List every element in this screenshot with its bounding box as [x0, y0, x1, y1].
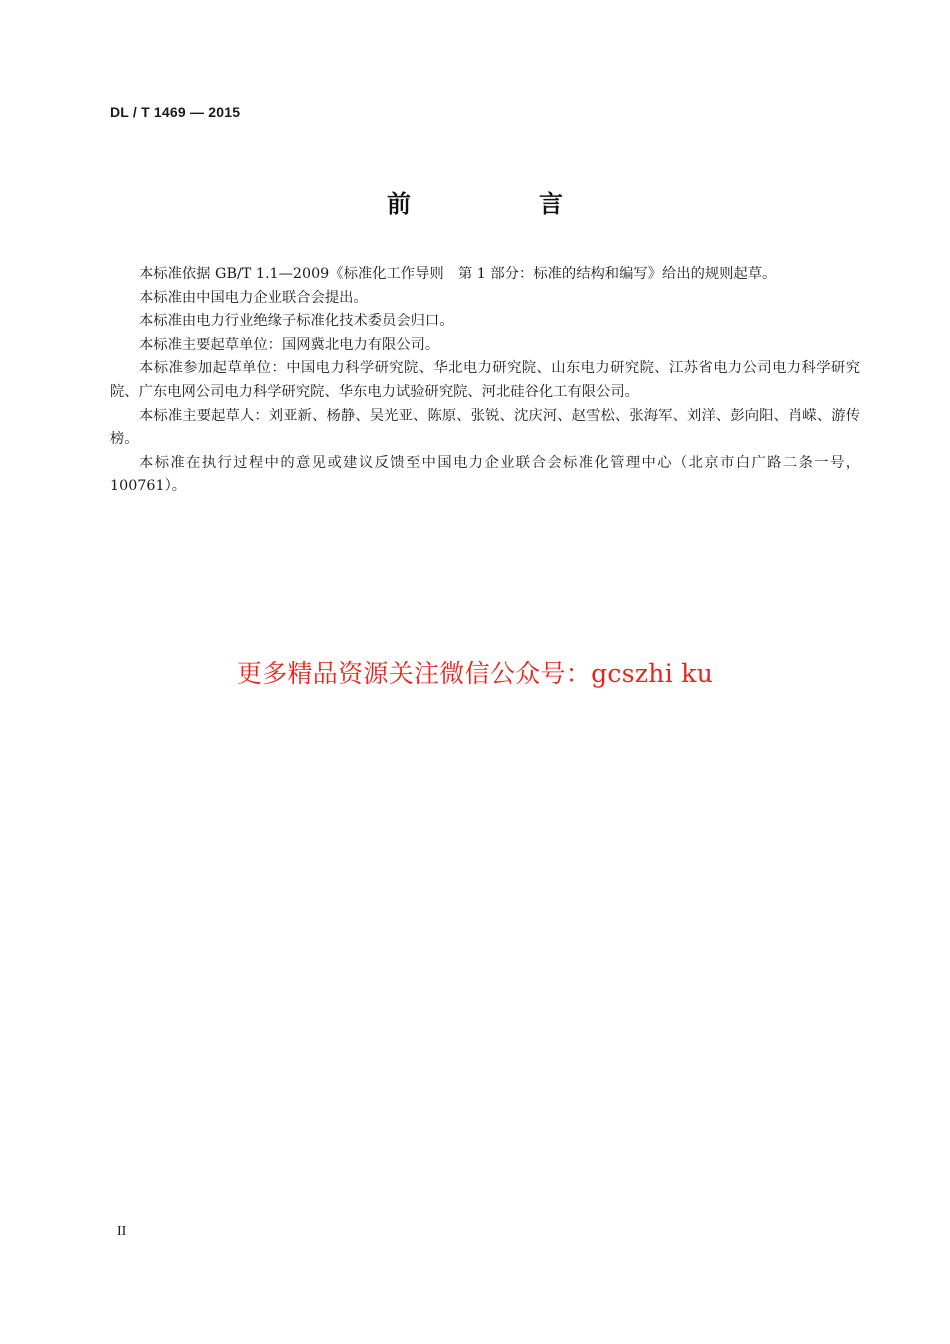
watermark-notice: 更多精品资源关注微信公众号：gcszhi ku [236, 659, 714, 688]
paragraph-feedback: 本标准在执行过程中的意见或建议反馈至中国电力企业联合会标准化管理中心（北京市白广路二条一号，100761）。 [110, 454, 860, 495]
paragraph-drafting-rules: 本标准依据 GB/T 1.1—2009《标准化工作导则 第 1 部分：标准的结构和编写》给出的规则起草。 [139, 266, 777, 282]
paragraph-participating-units: 本标准参加起草单位：中国电力科学研究院、华北电力研究院、山东电力研究院、江苏省电力公司电力科学研究院、广东电网公司电力科学研究院、华东电力试验研究院、河北硅谷化工有限公司。 [110, 360, 860, 400]
page-number: II [117, 1224, 127, 1239]
paragraph-main-drafters: 本标准主要起草人：刘亚新、杨静、吴光亚、陈原、张锐、沈庆河、赵雪松、张海军、刘洋、彭向阳、肖嵘、游传榜。 [110, 407, 860, 448]
paragraph-under-jurisdiction: 本标准由电力行业绝缘子标准化技术委员会归口。 [139, 313, 454, 330]
paragraph-main-drafting-unit: 本标准主要起草单位：国网冀北电力有限公司。 [139, 336, 440, 353]
page-title: 前 言 [387, 190, 615, 218]
paragraph-proposed-by: 本标准由中国电力企业联合会提出。 [139, 289, 368, 306]
standard-code: DL / T 1469 — 2015 [110, 104, 241, 120]
foreword-body [110, 263, 860, 499]
